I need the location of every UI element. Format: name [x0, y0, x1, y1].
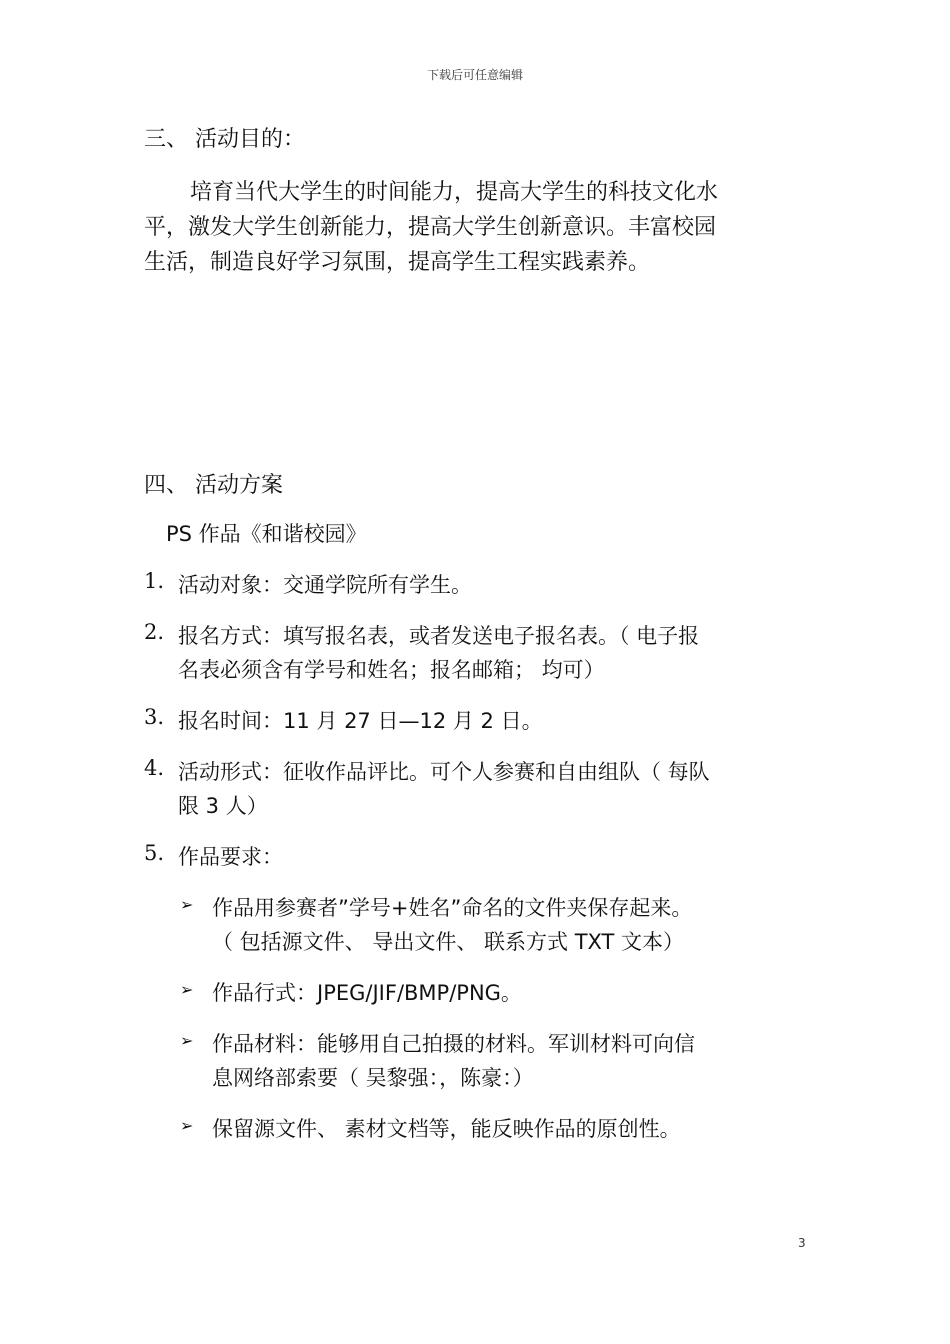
page-number: 3 — [798, 1236, 806, 1250]
list-item-number: 5. — [144, 841, 165, 865]
list-item-2-text-line-2: 名表必须含有学号和姓名；报名邮箱； 均可） — [178, 658, 605, 682]
bullet-3-text-line-2: 息网络部索要（ 吴黎强：，陈豪：） — [212, 1066, 534, 1090]
list-item-2 — [144, 620, 164, 644]
arrow-bullet-icon: ➢ — [180, 980, 194, 999]
section-4-subtitle: PS 作品《和谐校园》 — [166, 522, 367, 546]
section-4-heading: 四、 活动方案 — [144, 473, 283, 498]
arrow-bullet-icon: ➢ — [180, 1031, 194, 1050]
bullet-2-text: 作品行式：JPEG/JIF/BMP/PNG。 — [212, 981, 522, 1005]
list-item-1 — [144, 569, 164, 593]
arrow-bullet-icon: ➢ — [180, 895, 194, 914]
list-item-number: 2. — [144, 620, 165, 644]
section-3-paragraph-line-3: 生活，制造良好学习氛围，提高学生工程实践素养。 — [144, 250, 651, 275]
arrow-bullet-icon: ➢ — [180, 1116, 194, 1135]
list-item-4-text-line-2: 限 3 人） — [178, 794, 268, 818]
bullet-3-text-line-1: 作品材料：能够用自己拍摄的材料。军训材料可向信 — [212, 1032, 695, 1056]
bullet-1-text-line-1: 作品用参赛者”学号+姓名”命名的文件夹保存起来。 — [212, 896, 693, 920]
list-item-5-text: 作品要求： — [178, 845, 283, 869]
bullet-1-text-line-2: （ 包括源文件、 导出文件、 联系方式 TXT 文本） — [212, 930, 685, 954]
list-item-2-text-line-1: 报名方式：填写报名表，或者发送电子报名表。（ 电子报 — [178, 624, 700, 648]
section-3-heading: 三、 活动目的： — [144, 127, 305, 152]
list-item-3-text: 报名时间：11 月 27 日—12 月 2 日。 — [178, 709, 543, 733]
page-header: 下载后可任意编辑 — [426, 68, 523, 82]
section-3-paragraph-line-2: 平，激发大学生创新能力，提高大学生创新意识。丰富校园 — [144, 215, 717, 240]
section-3-paragraph-line-1: 培育当代大学生的时间能力，提高大学生的科技文化水 — [190, 180, 719, 205]
list-item-number: 4. — [144, 756, 165, 780]
bullet-4-text: 保留源文件、 素材文档等，能反映作品的原创性。 — [212, 1117, 681, 1141]
list-item-1-text: 活动对象：交通学院所有学生。 — [178, 573, 472, 597]
list-item-5 — [144, 841, 164, 865]
list-item-3 — [144, 705, 164, 729]
list-item-4-text-line-1: 活动形式：征收作品评比。可个人参赛和自由组队（ 每队 — [178, 760, 710, 784]
list-item-4 — [144, 756, 164, 780]
list-item-number: 1. — [144, 569, 165, 593]
list-item-number: 3. — [144, 705, 165, 729]
